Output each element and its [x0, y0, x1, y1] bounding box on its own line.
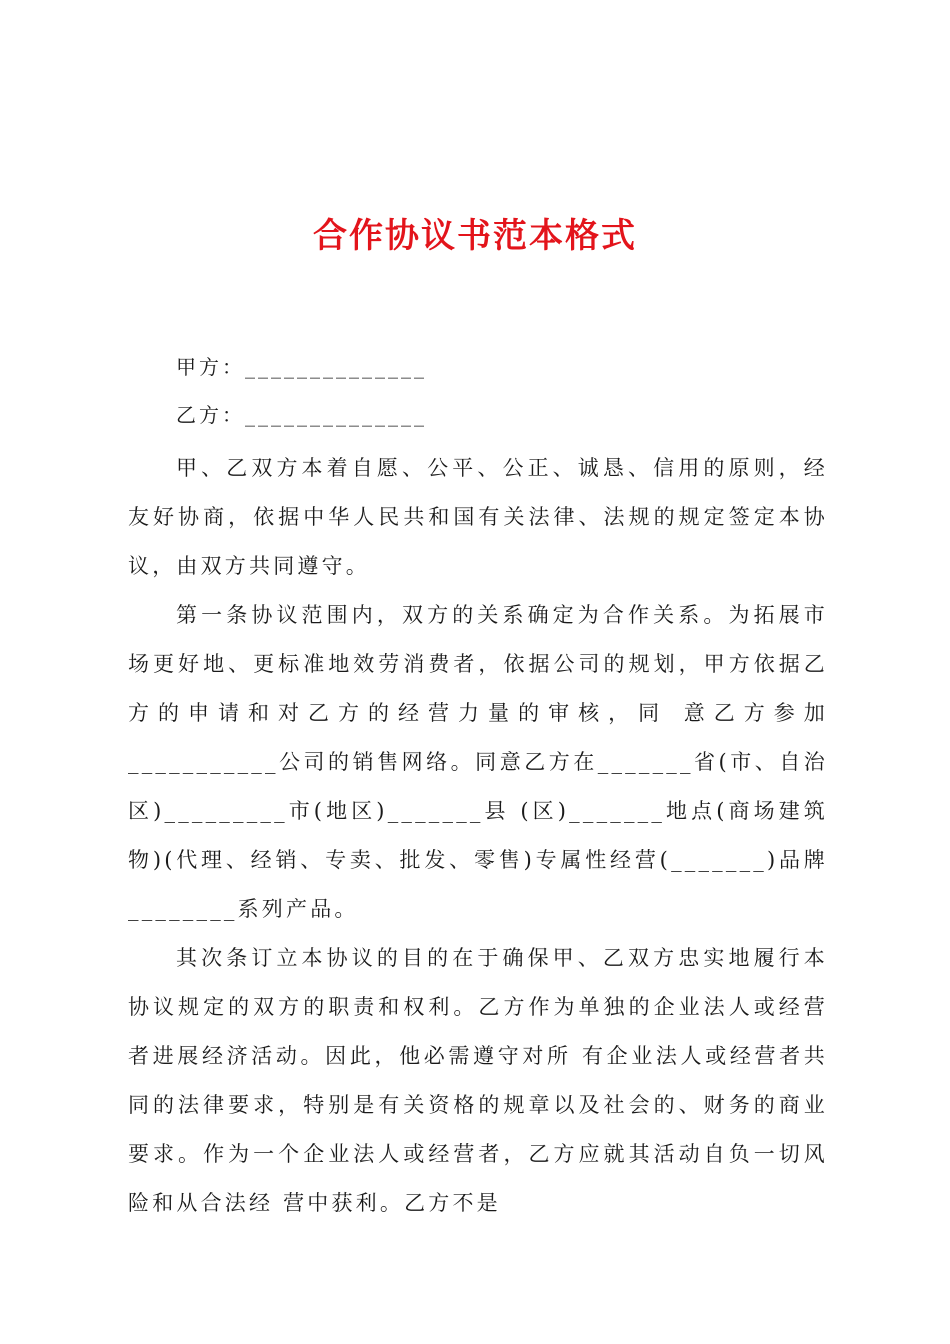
paragraph-article-2: 其次条订立本协议的目的在于确保甲、乙双方忠实地履行本协议规定的双方的职责和权利。乙方作为单独的企业法人或经营者进展经济活动。因此，他必需遵守对所 有企业法人或经营者共同的法律要求，特别是有关资格的规章以及社会的、财务的商业要求。作为一个企业法人或经营者，乙方应就其活动自负一切风险和从合法经 营中获利。乙方不是 — [128, 946, 828, 1215]
document-title: 合作协议书范本格式 — [313, 216, 637, 256]
document-body — [128, 444, 828, 1228]
party-a-line: 甲方：______________ — [176, 355, 427, 379]
party-b-line: 乙方：______________ — [176, 403, 427, 427]
paragraph-article-1: 第一条协议范围内，双方的关系确定为合作关系。为拓展市场更好地、更标准地效劳消费者，依据公司的规划，甲方依据乙方的申请和对乙方的经营力量的审核，同 意乙方参加___________公司的销售网络。同意乙方在_______省(市、自治区)_________市(地区)_______县 (区)_______地点(商场建筑物)(代理、经销、专卖、批发、零售)专属性经营(_______)品牌________系列产品。 — [128, 603, 828, 921]
paragraph-intro: 甲、乙双方本着自愿、公平、公正、诚恳、信用的原则，经友好协商，依据中华人民共和国有关法律、法规的规定签定本协议，由双方共同遵守。 — [128, 456, 828, 578]
